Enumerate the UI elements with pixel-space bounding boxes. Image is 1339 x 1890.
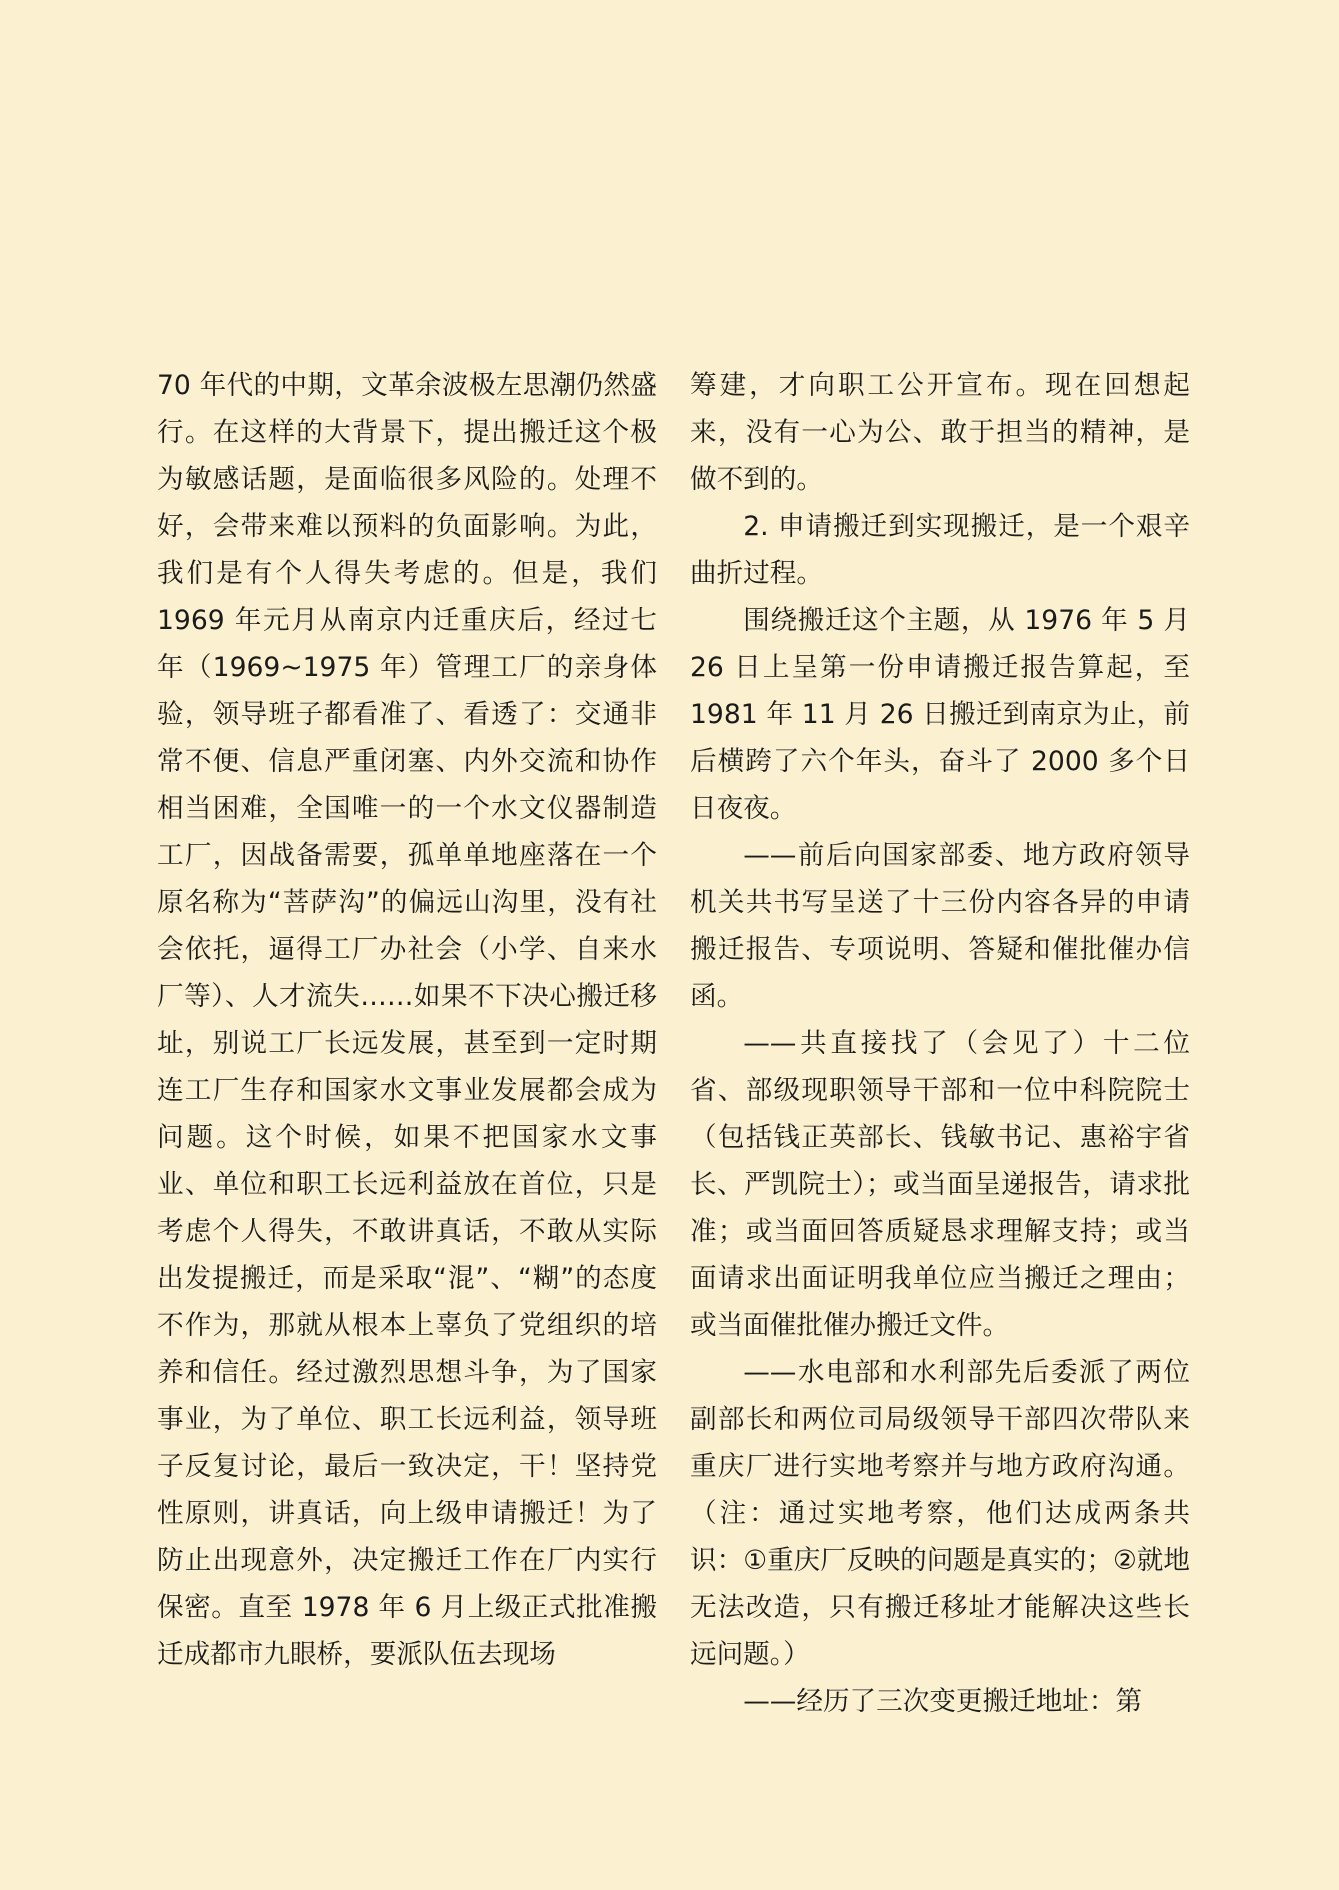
section-heading: 2. 申请搬迁到实现搬迁，是一个艰辛曲折过程。 bbox=[690, 511, 1190, 589]
body-paragraph: 筹建，才向职工公开宣布。现在回想起来，没有一心为公、敢于担当的精神，是做不到的。 bbox=[690, 370, 1190, 495]
body-paragraph: 围绕搬迁这个主题，从 1976 年 5 月 26 日上呈第一份申请搬迁报告算起，至 1981 年 11 月 26 日搬迁到南京为止，前后横跨了六个年头，奋斗了 2000 多个日日夜夜。 bbox=[690, 605, 1190, 824]
body-paragraph: 70 年代的中期，文革余波极左思潮仍然盛行。在这样的大背景下，提出搬迁这个极为敏感话题，是面临很多风险的。处理不好，会带来难以预料的负面影响。为此，我们是有个人得失考虑的。但是，我们 1969 年元月从南京内迁重庆后，经过七年（1969~1975 年）管理工厂的亲身体验，领导班子都看准了、看透了：交通非常不便、信息严重闭塞、内外交流和协作相当困难，全国唯一的一个水文仪器制造工厂，因战备需要，孤单单地座落在一个原名称为“菩萨沟”的偏远山沟里，没有社会依托，逼得工厂办社会（小学、自来水厂等）、人才流失……如果不下决心搬迁移址，别说工厂长远发展，甚至到一定时期连工厂生存和国家水文事业发展都会成为问题。这个时候，如果不把国家水文事业、单位和职工长远利益放在首位，只是考虑个人得失，不敢讲真话，不敢从实际出发提搬迁，而是采取“混”、“糊”的态度不作为，那就从根本上辜负了党组织的培养和信任。经过激烈思想斗争，为了国家事业，为了单位、职工长远利益，领导班子反复讨论，最后一致决定，干！坚持党性原则，讲真话，向上级申请搬迁！为了防止出现意外，决定搬迁工作在厂内实行保密。直至 1978 年 6 月上级正式批准搬迁成都市九眼桥，要派队伍去现场 bbox=[157, 370, 657, 1670]
body-paragraph: ——前后向国家部委、地方政府领导机关共书写呈送了十三份内容各异的申请搬迁报告、专项说明、答疑和催批催办信函。 bbox=[690, 840, 1190, 1012]
right-text-column bbox=[690, 362, 1190, 1725]
body-paragraph: ——水电部和水利部先后委派了两位副部长和两位司局级领导干部四次带队来重庆厂进行实地考察并与地方政府沟通。（注：通过实地考察，他们达成两条共识：①重庆厂反映的问题是真实的；②就地无法改造，只有搬迁移址才能解决这些长远问题。） bbox=[690, 1357, 1190, 1670]
body-paragraph: ——共直接找了（会见了）十二位省、部级现职领导干部和一位中科院院士（包括钱正英部长、钱敏书记、惠裕宇省长、严凯院士）；或当面呈递报告，请求批准；或当面回答质疑恳求理解支持；或当面请求出面证明我单位应当搬迁之理由；或当面催批催办搬迁文件。 bbox=[690, 1028, 1190, 1341]
left-text-column bbox=[157, 362, 657, 1678]
body-paragraph: ——经历了三次变更搬迁地址：第 bbox=[743, 1686, 1143, 1717]
